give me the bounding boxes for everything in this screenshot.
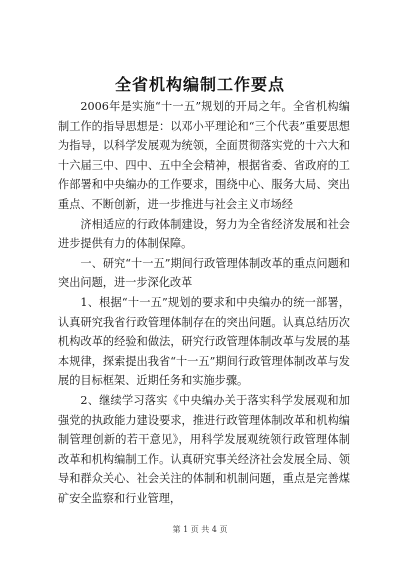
- page-number-footer: 第 1 页 共 4 页: [172, 525, 228, 534]
- paragraph-item-1: 1、根据“十一五”规划的要求和中央编办的统一部署，认真研究我省行政管理体制存在的突出问题。认真总结历次机构改革的经验和做法，研究行政管理体制改革与发展的基本规律，探索提出我省“十一五”期间行政管理体制改革与发展的目标框架、近期任务和实施步骤。: [58, 295, 350, 388]
- document-title: 全省机构编制工作要点: [114, 75, 285, 94]
- paragraph-intro: 2006年是实施“十一五”规划的开局之年。全省机构编制工作的指导思想是：以邓小平理论和“三个代表”重要思想为指导，以科学发展观为统领，全面贯彻落实党的十六大和十六届三中、四中、五中全会精神，根据省委、省政府的工作部署和中央编办的工作要求，围绕中心、服务大局、突出重点、不断创新，进一步推进与社会主义市场经: [58, 100, 350, 211]
- paragraph-intro-continued: 济相适应的行政体制建设，努力为全省经济发展和社会进步提供有力的体制保障。: [58, 217, 350, 251]
- section-heading-1: 一、研究“十一五”期间行政管理体制改革的重点问题和突出问题，进一步深化改革: [58, 256, 350, 290]
- document-body: [58, 97, 350, 508]
- paragraph-item-2: 2、继续学习落实《中央编办关于落实科学发展观和加强党的执政能力建设要求，推进行政管理体制改革和机构编制管理创新的若干意见》，用科学发展观统领行政管理体制改革和机构编制工作。认真研究事关经济社会发展全局、领导和群众关心、社会关注的体制和机制问题，重点是完善煤矿安全监察和行业管理，: [58, 393, 350, 505]
